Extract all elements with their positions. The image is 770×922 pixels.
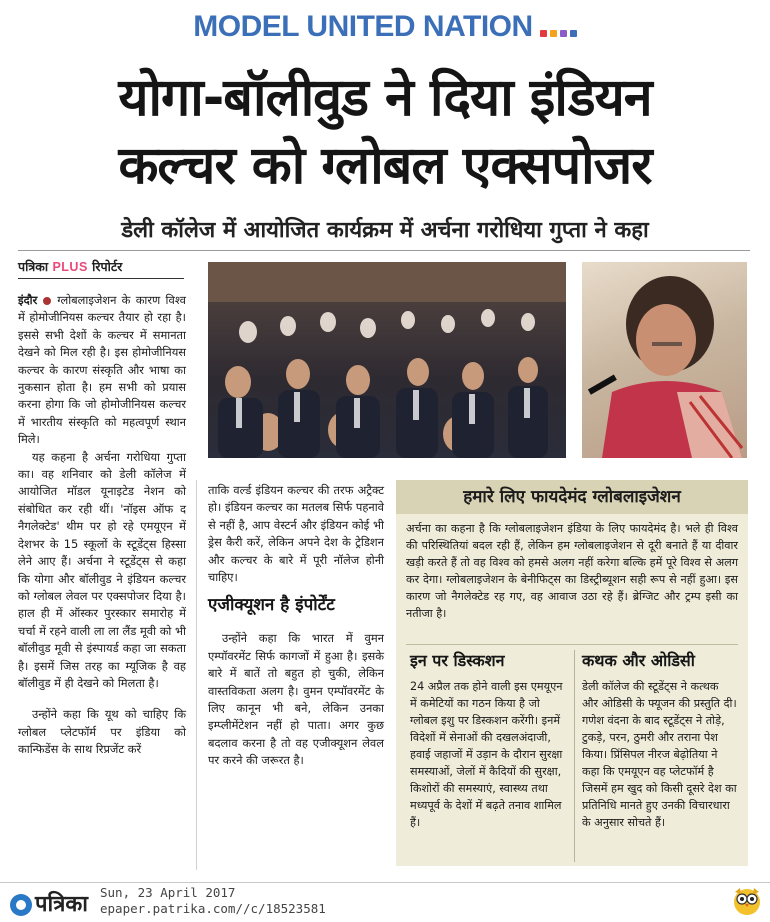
owl-icon — [732, 884, 762, 916]
box-title: हमारे लिए फायदेमंद ग्लोबलाइजेशन — [396, 480, 748, 514]
speaker-photo — [582, 262, 747, 458]
col1-paragraph-1-text: ग्लोबलाइजेशन के कारण विश्व में होमोजीनियस कल्चर तैयार हो रहा है। इससे सभी देशों के कल्चर में समानता देखने को मिल रही है। इस होमोजीनियस कल्चर के कारण संस्कृति और भाषा का नुकसान होता है। हम सभी को प्रयास करना होगा कि जो होमोजीनियस कल्चर में भारतीय संस्कृति को महत्वपूर्ण स्थान मिले। — [18, 293, 186, 447]
footer-meta — [100, 885, 326, 917]
byline-rule — [18, 278, 184, 279]
box-right-heading: कथक और ओडिसी — [582, 651, 695, 670]
box-intro: अर्चना का कहना है कि ग्लोबलाइजेशन इंडिया के लिए फायदेमंद है। भले ही विश्व की परिस्थितियां बदल रही हैं, लेकिन हम ग्लोबलाइजेशन से दूरी बनाते हैं या दीवार खड़ी करते हैं तो वह विश्व को हमसे अलग नहीं करेगा बल्कि हमें पूरे विश्व से अलग कर देगा। ग्लोबलाइजेशन के बेनीफिट्स का डिस्ट्रीब्यूशन सही रूप से नहीं हुआ। इस कारण जो नैगलेक्टेड रह गए, वह आवाज उठा रहे हैं। ब्रेग्जिट और ट्रम्प इसी का नतीजा है। — [406, 522, 738, 620]
box-left-heading: इन पर डिस्कशन — [410, 651, 505, 670]
byline — [18, 258, 122, 275]
box-divider — [406, 644, 738, 645]
edition-date: Sun, 23 April 2017 — [100, 885, 236, 900]
logo-text: पत्रिका — [35, 892, 88, 917]
speaker-photo-art — [582, 262, 747, 458]
column-2 — [208, 482, 384, 770]
patrika-logo-icon — [10, 894, 32, 916]
col2-section-heading: एजीक्यूशन है इंपोर्टेंट — [208, 595, 335, 616]
byline-suffix: रिपोर्टर — [92, 259, 123, 274]
column-1 — [18, 292, 186, 759]
headline-line-2: कल्चर को ग्लोबल एक्सपोजर — [118, 136, 652, 196]
col2-paragraph-1: ताकि वर्ल्ड इंडियन कल्चर की तरफ अट्रैक्ट हो। इंडियन कल्चर का मतलब सिर्फ पहनावे से नहीं है, आप वेस्टर्न और इंडियन कोई भी ड्रेस कैरी करें, लेकिन अपने देश के ट्रेडिशन और कल्चर के बारे में पूरी नॉलेज होनी चाहिए। — [208, 483, 384, 585]
kicker-text: MODEL UNITED NATION — [193, 10, 533, 43]
box-left-text: 24 अप्रैल तक होने वाली इस एमयूएन में कमेटियों का गठन किया है जो ग्लोबल इशु पर डिस्कशन करेंगी। इनमें विदेशों में सेनाओं की दखलअंदाजी, हवाई जहाजों में उड़ान के दौरान सुरक्षा समस्याओं, जेलों में कैदियों की सुरक्षा, किशोरों की समस्याएं, स्वास्थ्य तथा मध्यपूर्व के देशों में बढ़ते तनाव शामिल हैं। — [410, 680, 563, 829]
section-kicker — [0, 10, 770, 46]
column-separator-1 — [196, 480, 197, 870]
headline-line-1: योगा-बॉलीवुड ने दिया इंडियन — [118, 68, 652, 128]
header-divider — [18, 250, 750, 251]
audience-photo-art — [208, 262, 566, 458]
bullet-icon — [43, 297, 51, 305]
col2-paragraph-2: उन्होंने कहा कि भारत में वुमन एम्पॉवरमेंट सिर्फ कागजों में हुआ है। इसके बारे में बातें तो बहुत हो चुकी, लेकिन वास्तविकता अलग है। वुमन एम्पॉवरमेंट के लिए कानून भी बने, लेकिन उनका इम्प्लीमेंटेशन नहीं हो पाता। अगर कुछ बदलाव करना है तो वह एजीक्यूशन लेवल पर करने की जरूरत है। — [208, 631, 384, 768]
patrika-logo — [10, 888, 88, 918]
col1-paragraph-1 — [18, 292, 186, 449]
dateline-place: इंदौर — [18, 293, 38, 307]
box-right-text: डेली कॉलेज की स्टूडेंट्स ने कत्थक और ओडिसी के फ्यूजन की प्रस्तुति दी। गणेश वंदना के बाद स्टूडेंट्स ने तोड़े, टुकड़े, परन, ठुमरी और तराना पेश किया। प्रिंसिपल नीरज बेढ़ोतिया ने कहा कि एमयूएन वह प्लेटफॉर्म है जिसमें हम खुद को किसी दूसरे देश का प्रतिनिधि मानते हुए उनकी विचारधारा के अनुसार सोचते हैं। — [582, 680, 737, 829]
kicker-dot-2 — [550, 30, 557, 37]
col1-paragraph-2: यह कहना है अर्चना गरोधिया गुप्ता का। वह शनिवार को डेली कॉलेज में आयोजित मॉडल यूनाइटेड नेशन को संबोधित कर रही थीं। 'नॉइस ऑफ द नैगलेक्टेड' थीम पर हो रहे एमयूएन में देशभर के 15 स्कूलों के स्टूडेंट्स हिस्सा लेने आए हैं। अर्चना ने स्टूडेंट्स से कहा कि योगा और बॉलीवुड ने इंडियन कल्चर को ग्लोबल लेवल पर एक्सपोजर दिया है। हाल ही में ऑस्कर पुरस्कार समारोह में चर्चा में रहने वाली ला ला लैंड मूवी को भी बॉलीवुड मूवी से इंस्पायर्ड कहा जा सकता है। इसमें जिस तरह का म्यूजिक है वह बॉलीवुड में ही देखने को मिलता है। — [18, 449, 186, 690]
footer-divider — [0, 882, 770, 883]
box-column-separator — [574, 650, 575, 862]
edition-url[interactable]: epaper.patrika.com//c/18523581 — [100, 901, 326, 916]
kicker-dot-1 — [540, 30, 547, 37]
byline-prefix: पत्रिका — [18, 259, 49, 274]
kicker-dots — [537, 11, 577, 45]
subheadline: डेली कॉलेज में आयोजित कार्यक्रम में अर्चना गरोधिया गुप्ता ने कहा — [121, 218, 649, 243]
owl-icon-art — [732, 884, 762, 916]
audience-photo — [208, 262, 566, 458]
kicker-dot-4 — [570, 30, 577, 37]
info-box — [396, 514, 748, 866]
byline-plus: PLUS — [52, 260, 88, 274]
kicker-dot-3 — [560, 30, 567, 37]
col1-paragraph-3: उन्होंने कहा कि यूथ को चाहिए कि ग्लोबल प्लेटफॉर्म पर इंडिया को कान्फिडेंस के साथ रिप्रजेंट करें — [18, 707, 186, 757]
